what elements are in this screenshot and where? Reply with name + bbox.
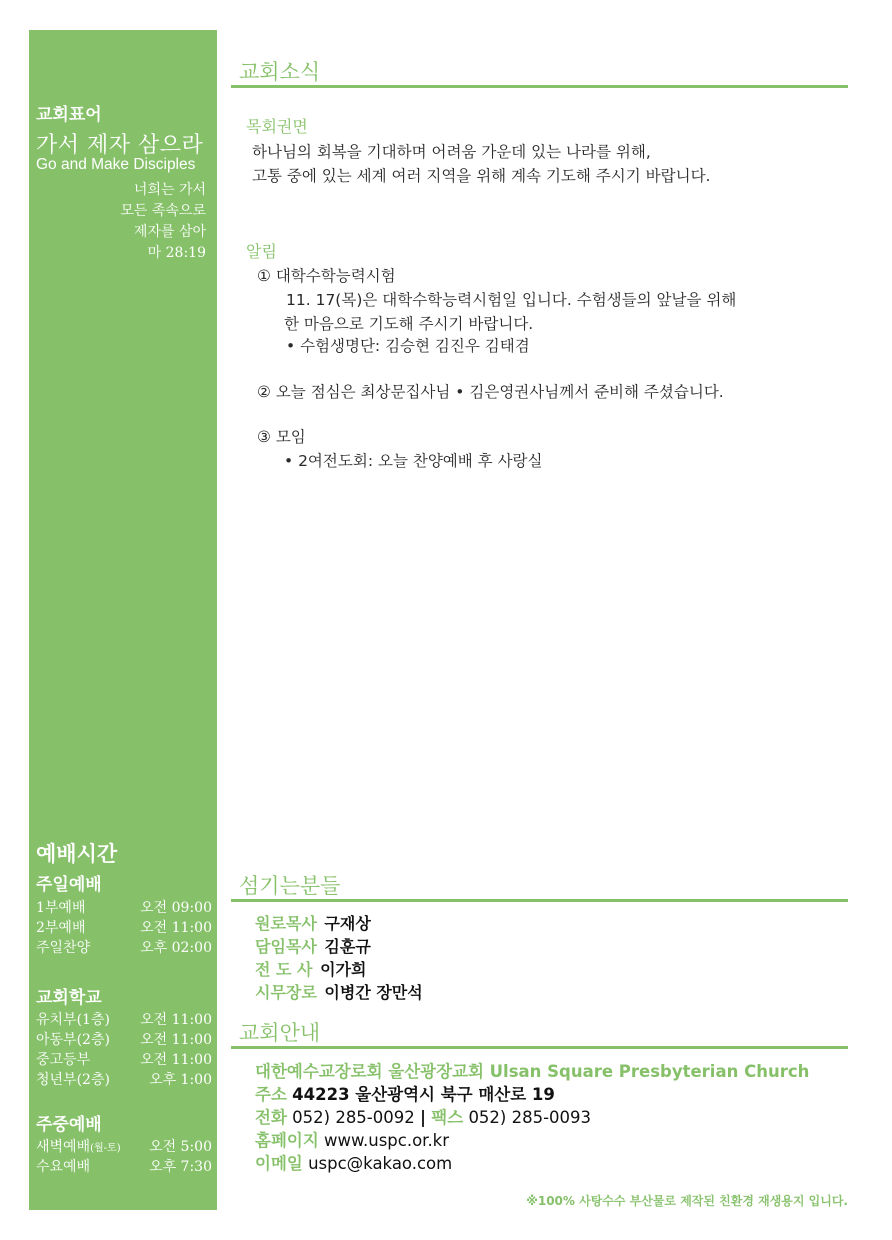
notice-bullet: • 2여전도회: 오늘 찬양예배 후 사랑실 xyxy=(284,452,543,470)
address-label: 주소 xyxy=(255,1085,287,1104)
phone-label: 전화 xyxy=(255,1108,287,1127)
church-info-heading: 교회안내 xyxy=(239,1021,321,1045)
service-time: 오전 11:00 xyxy=(140,1012,212,1028)
service-name: 아동부(2층) xyxy=(36,1032,110,1048)
verse-line: 모든 족속으로 xyxy=(120,203,206,219)
service-time: 오전 5:00 xyxy=(149,1139,212,1155)
homepage-row xyxy=(255,1127,449,1151)
service-time: 오전 11:00 xyxy=(140,1032,212,1048)
email-link[interactable]: uspc@kakao.com xyxy=(308,1154,453,1173)
paper-footnote: ※100% 사탕수수 부산물로 제작된 친환경 재생용지 입니다. xyxy=(526,1194,848,1208)
service-name: 1부예배 xyxy=(36,900,86,916)
church-info-divider xyxy=(231,1046,848,1049)
church-name: 대한예수교장로회 울산광장교회 Ulsan Square Presbyterian Church xyxy=(255,1062,810,1081)
news-heading: 교회소식 xyxy=(239,60,321,84)
phone-row xyxy=(255,1104,591,1128)
pastoral-line: 고통 중에 있는 세계 여러 지역을 위해 계속 기도해 주시기 바랍니다. xyxy=(252,167,711,185)
service-name: 중고등부 xyxy=(36,1052,91,1068)
server-name: 이가희 xyxy=(320,960,367,979)
phone-value: 052) 285-0092 xyxy=(292,1108,415,1127)
service-time: 오후 02:00 xyxy=(140,940,212,956)
motto-english: Go and Make Disciples xyxy=(36,156,196,173)
verse-reference: 마 28:19 xyxy=(147,245,206,261)
server-name: 김훈규 xyxy=(324,937,371,956)
church-school-title: 교회학교 xyxy=(36,988,102,1008)
service-name: 청년부(2층) xyxy=(36,1072,110,1088)
news-divider xyxy=(231,85,848,88)
server-row xyxy=(255,934,371,957)
address-value: 44223 울산광역시 북구 매산로 19 xyxy=(292,1085,555,1104)
motto-heading: 교회표어 xyxy=(36,105,102,125)
notice-text: 11. 17(목)은 대학수학능력시험일 입니다. 수험생들의 앞날을 위해 xyxy=(286,291,737,309)
notice-item-title: ③ 모임 xyxy=(257,428,306,446)
service-name: 유치부(1층) xyxy=(36,1012,110,1028)
weekday-worship-title: 주중예배 xyxy=(36,1115,102,1135)
worship-times-title: 예배시간 xyxy=(36,842,118,866)
email-label: 이메일 xyxy=(255,1154,303,1173)
server-role: 담임목사 xyxy=(255,937,317,956)
server-name: 이병간 장만석 xyxy=(324,983,423,1002)
server-row xyxy=(255,911,371,934)
notice-text: 한 마음으로 기도해 주시기 바랍니다. xyxy=(284,315,534,333)
service-note: (월-토) xyxy=(90,1143,121,1154)
separator: | xyxy=(420,1108,427,1127)
motto-verse xyxy=(120,180,206,264)
server-role: 시무장로 xyxy=(255,983,317,1002)
service-time: 오전 09:00 xyxy=(140,900,212,916)
service-name-text: 새벽예배 xyxy=(36,1139,91,1155)
service-name xyxy=(36,1136,121,1156)
pastoral-line: 하나님의 회복을 기대하며 어려움 가운데 있는 나라를 위해, xyxy=(252,143,651,161)
address-row xyxy=(255,1081,555,1105)
homepage-link[interactable]: www.uspc.or.kr xyxy=(324,1131,450,1150)
service-time: 오전 11:00 xyxy=(140,920,212,936)
notice-title: 알림 xyxy=(246,242,277,261)
server-role: 원로목사 xyxy=(255,914,317,933)
notice-item-title: ① 대학수학능력시험 xyxy=(257,267,396,285)
fax-label: 팩스 xyxy=(431,1108,464,1127)
fax-value: 052) 285-0093 xyxy=(468,1108,592,1127)
service-name: 수요예배 xyxy=(36,1159,91,1175)
pastoral-title: 목회권면 xyxy=(246,117,308,136)
verse-line: 너희는 가서 xyxy=(133,182,206,198)
verse-line: 제자를 삼아 xyxy=(133,224,206,240)
notice-bullet: • 수험생명단: 김승현 김진우 김태겸 xyxy=(286,337,530,355)
notice-item: ② 오늘 점심은 최상문집사님 • 김은영권사님께서 준비해 주셨습니다. xyxy=(257,383,724,401)
server-row xyxy=(255,957,366,980)
servers-heading: 섬기는분들 xyxy=(239,874,341,898)
email-row xyxy=(255,1150,452,1174)
server-name: 구재상 xyxy=(324,914,371,933)
service-time: 오후 7:30 xyxy=(149,1159,212,1175)
motto-title: 가서 제자 삼으라 xyxy=(36,133,204,158)
service-time: 오전 11:00 xyxy=(140,1052,212,1068)
server-row xyxy=(255,980,423,1003)
sunday-worship-title: 주일예배 xyxy=(36,875,102,895)
service-name: 2부예배 xyxy=(36,920,86,936)
servers-divider xyxy=(231,899,848,902)
service-name: 주일찬양 xyxy=(36,940,91,956)
homepage-label: 홈페이지 xyxy=(255,1131,319,1150)
service-time: 오후 1:00 xyxy=(149,1072,212,1088)
server-role: 전 도 사 xyxy=(255,960,313,979)
sidebar xyxy=(29,30,217,1210)
